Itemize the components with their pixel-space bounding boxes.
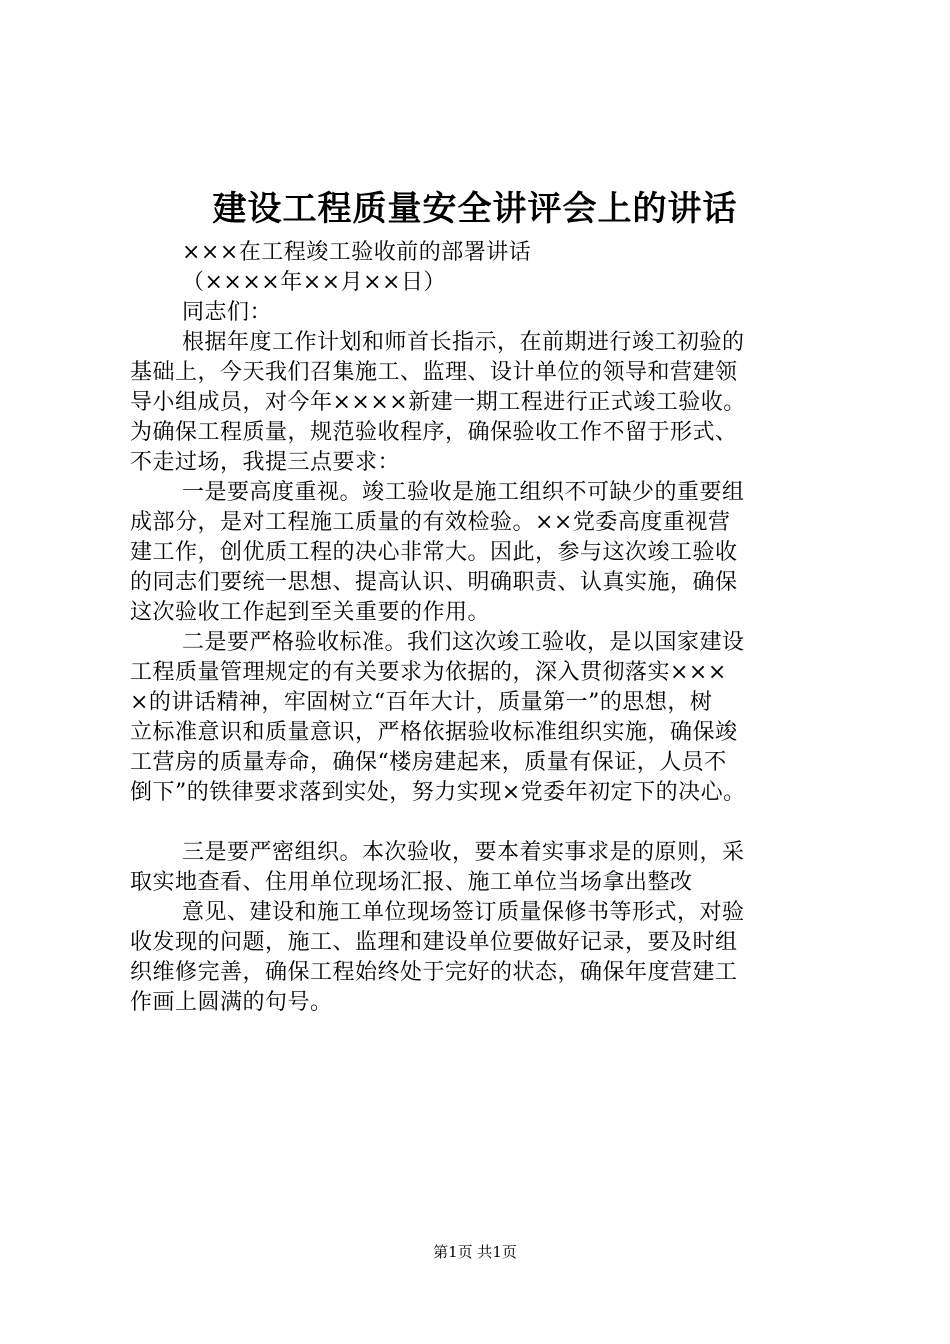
document-title: 建设工程质量安全讲评会上的讲话: [212, 189, 738, 229]
paragraph-line: 建工作，创优质工程的决心非常大。因此，参与这次竣工验收: [130, 540, 738, 565]
paragraph-line: 的同志们要统一思想、提高认识、明确职责、认真实施，确保: [130, 570, 738, 595]
paragraph-line: 作画上圆满的句号。: [130, 990, 333, 1015]
paragraph-line: 工营房的质量寿命，确保“楼房建起来，质量有保证，人员不: [130, 750, 727, 775]
paragraph-gap: [130, 808, 850, 838]
page-number-footer: 第1页 共1页: [433, 1243, 517, 1261]
subtitle-line: ×××在工程竣工验收前的部署讲话: [182, 240, 532, 265]
date-line: （××××年××月××日）: [182, 270, 446, 295]
paragraph-line: 收发现的问题，施工、监理和建设单位要做好记录，要及时组: [130, 930, 738, 955]
paragraph-line: 导小组成员，对今年××××新建一期工程进行正式竣工验收。: [130, 390, 746, 415]
paragraph-line: 基础上，今天我们召集施工、监理、设计单位的领导和营建领: [130, 360, 738, 385]
paragraph-line: 成部分，是对工程施工质量的有效检验。××党委高度重视营: [130, 510, 731, 535]
paragraph-line: ×的讲话精神，牢固树立“百年大计，质量第一”的思想，树: [130, 690, 713, 715]
paragraph-line: 工程质量管理规定的有关要求为依据的，深入贯彻落实×××: [130, 660, 727, 685]
paragraph-line: 二是要严格验收标准。我们这次竣工验收，是以国家建设: [182, 630, 745, 655]
paragraph-line: 织维修完善，确保工程始终处于完好的状态，确保年度营建工: [130, 960, 738, 985]
paragraph-line: 取实地查看、住用单位现场汇报、施工单位当场拿出整改: [130, 870, 693, 895]
paragraph-line: 意见、建设和施工单位现场签订质量保修书等形式，对验: [182, 900, 745, 925]
paragraph-line: 这次验收工作起到至关重要的作用。: [130, 600, 491, 625]
paragraph-line: 立标准意识和质量意识，严格依据验收标准组织实施，确保竣: [130, 720, 738, 745]
paragraph-line: 倒下”的铁律要求落到实处，努力实现×党委年初定下的决心。: [130, 780, 746, 805]
document-body: [130, 238, 850, 1018]
paragraph-line: 一是要高度重视。竣工验收是施工组织不可缺少的重要组: [182, 480, 745, 505]
paragraph-line: 不走过场，我提三点要求：: [130, 450, 401, 475]
paragraph-line: 为确保工程质量，规范验收程序，确保验收工作不留于形式、: [130, 420, 738, 445]
paragraph-line: 三是要严密组织。本次验收，要本着实事求是的原则，采: [182, 840, 745, 865]
salutation-line: 同志们：: [182, 300, 273, 325]
paragraph-line: 根据年度工作计划和师首长指示，在前期进行竣工初验的: [182, 330, 745, 355]
